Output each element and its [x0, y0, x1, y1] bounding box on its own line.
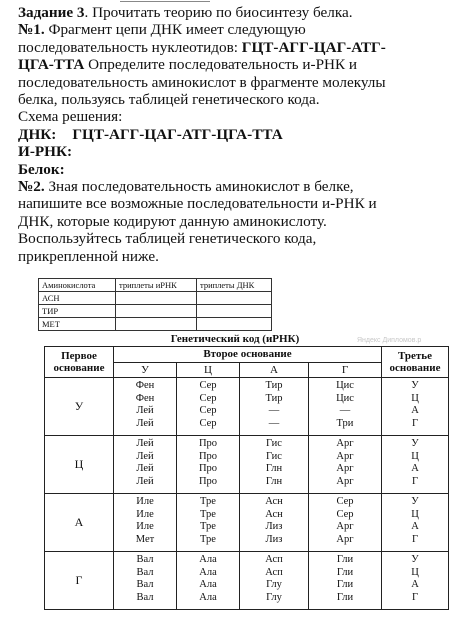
amino-acid: Фен — [135, 380, 155, 391]
amino-acid: Тре — [200, 521, 216, 533]
third-base: У — [411, 554, 419, 565]
amino-acid: Тир — [265, 380, 283, 391]
empty-cell[interactable] — [116, 305, 197, 318]
amino-acid: Арг — [336, 521, 354, 533]
amino-acid: Глу — [266, 591, 282, 603]
task-text — [18, 4, 468, 265]
header-first-base: Первое основание — [45, 347, 114, 378]
amino-acid: Вал — [136, 591, 154, 603]
amino-acid: Вал — [136, 554, 154, 565]
amino-acid: Вал — [136, 579, 154, 591]
dna-label: ДНК: — [18, 125, 57, 143]
amino-acid-cell: ТИР — [39, 305, 116, 318]
amino-acid: Про — [198, 438, 218, 449]
problem-2-label: №2. — [18, 178, 45, 196]
amino-acid: Лей — [136, 463, 154, 475]
second-base-u: У — [114, 363, 177, 378]
amino-acid-group — [114, 378, 177, 436]
third-base: А — [411, 579, 419, 591]
problem-2-line: напишите все возможные последовательности и-РНК и — [18, 195, 377, 213]
amino-acid: Фен — [135, 392, 155, 404]
amino-acid-group — [240, 494, 309, 552]
task-header — [18, 4, 468, 21]
third-base: Ц — [411, 392, 419, 404]
amino-acid: Гли — [336, 591, 354, 603]
third-base: Г — [411, 533, 419, 545]
protein-label: Белок: — [18, 160, 65, 178]
second-base-a: А — [240, 363, 309, 378]
amino-acid: Лей — [136, 475, 154, 487]
third-base: А — [411, 405, 419, 417]
task-label: Задание 3 — [18, 4, 85, 21]
amino-acid: Ала — [199, 591, 217, 603]
third-base-group — [382, 552, 449, 610]
genetic-code-table — [44, 346, 449, 610]
dna-line — [18, 126, 468, 143]
table-row — [39, 292, 272, 305]
amino-acid: Лей — [136, 450, 154, 462]
amino-acid: Гли — [336, 566, 354, 578]
amino-acid: Тре — [200, 496, 216, 507]
amino-acid: Глн — [265, 463, 283, 475]
third-base-group — [382, 436, 449, 494]
amino-acid: Глн — [265, 475, 283, 487]
third-base: У — [411, 496, 419, 507]
codon-row — [45, 436, 449, 494]
amino-acid-group — [309, 552, 382, 610]
column-header: триплеты иРНК — [116, 279, 197, 292]
amino-acid: Асн — [265, 508, 283, 520]
empty-cell[interactable] — [116, 292, 197, 305]
amino-acid: Иле — [136, 496, 154, 507]
first-base-cell: Ц — [45, 436, 114, 494]
problem-2-line: прикрепленной ниже. — [18, 247, 159, 265]
amino-acid: Ала — [199, 579, 217, 591]
third-base: У — [411, 380, 419, 391]
problem-1-line — [18, 21, 468, 38]
amino-acid: — — [268, 417, 280, 429]
third-base: Г — [411, 417, 419, 429]
amino-acid-group — [240, 436, 309, 494]
dna-sequence: ГЦТ-АГГ-ЦАГ-АТГ- — [241, 38, 386, 56]
scheme-heading: Схема решения: — [18, 108, 123, 126]
second-base-g: Г — [309, 363, 382, 378]
problem-1-line — [18, 39, 468, 56]
genetic-code-title: Генетический код (иРНК) — [170, 333, 300, 345]
problem-2-line: Воспользуйтесь таблицей генетического кода, — [18, 230, 317, 248]
first-base-cell: А — [45, 494, 114, 552]
amino-acid: Про — [198, 450, 218, 462]
amino-acid-group — [114, 494, 177, 552]
amino-acid-group — [114, 436, 177, 494]
task-intro: . Прочитать теорию по биосинтезу белка. — [84, 4, 353, 21]
amino-acid: Иле — [136, 508, 154, 520]
amino-acid-group — [309, 436, 382, 494]
amino-acid: Глу — [266, 579, 282, 591]
amino-acid: Ала — [199, 554, 217, 565]
amino-acid: Мет — [135, 533, 155, 545]
third-base: Ц — [411, 566, 419, 578]
amino-acid: — — [268, 405, 280, 417]
amino-acid: Сер — [336, 508, 354, 520]
amino-acid-cell: МЕТ — [39, 318, 116, 331]
amino-acid-group — [177, 552, 240, 610]
amino-acid: Цис — [336, 392, 354, 404]
third-base: Ц — [411, 508, 419, 520]
amino-acid: Арг — [336, 533, 354, 545]
rna-label: И-РНК: — [18, 143, 73, 161]
amino-acid: Сер — [199, 405, 217, 417]
third-base-group — [382, 378, 449, 436]
empty-cell[interactable] — [197, 292, 272, 305]
third-base: У — [411, 438, 419, 449]
third-base: Г — [411, 591, 419, 603]
first-base-cell: Г — [45, 552, 114, 610]
amino-acid: Арг — [336, 463, 354, 475]
amino-acid: Тре — [200, 508, 216, 520]
amino-acid: — — [339, 405, 351, 417]
third-base-group — [382, 494, 449, 552]
amino-acid-cell: АСН — [39, 292, 116, 305]
codon-row — [45, 494, 449, 552]
amino-acid: Лей — [136, 417, 154, 429]
cropped-line — [120, 0, 210, 2]
amino-acid: Сер — [199, 380, 217, 391]
problem-1-label: №1. — [18, 21, 45, 39]
amino-acid-group — [177, 494, 240, 552]
amino-acid: Вал — [136, 566, 154, 578]
gc-header-row — [45, 347, 449, 363]
empty-cell[interactable] — [197, 305, 272, 318]
amino-acid: Арг — [336, 450, 354, 462]
amino-acid: Лиз — [265, 521, 283, 533]
watermark: Яндекс Дипломов.р — [357, 337, 422, 344]
amino-acid: Асн — [265, 496, 283, 507]
amino-acid: Лей — [136, 405, 154, 417]
amino-acid: Гис — [266, 450, 282, 462]
amino-acid-group — [240, 552, 309, 610]
second-base-c: Ц — [177, 363, 240, 378]
dna-line-sequence: ГЦТ-АГГ-ЦАГ-АТГ-ЦГА-ТТА — [72, 125, 283, 143]
third-base: Г — [411, 475, 419, 487]
amino-acid: Тре — [200, 533, 216, 545]
amino-acid: Гис — [266, 438, 282, 449]
amino-acid: Цис — [336, 380, 354, 391]
amino-acid: Про — [198, 475, 218, 487]
header-third-base: Третье основание — [382, 347, 449, 378]
amino-acid-group — [114, 552, 177, 610]
amino-acid-table — [38, 278, 272, 331]
amino-acid-group — [177, 378, 240, 436]
amino-acid-group — [309, 494, 382, 552]
empty-cell[interactable] — [116, 318, 197, 331]
amino-acid: Сер — [199, 417, 217, 429]
amino-acid: Гли — [336, 554, 354, 565]
codon-row — [45, 552, 449, 610]
problem-1-line — [18, 56, 468, 73]
table-row — [39, 318, 272, 331]
amino-acid: Арг — [336, 438, 354, 449]
third-base: А — [411, 463, 419, 475]
header-second-base: Второе основание — [114, 347, 382, 363]
problem-2-line: ДНК, которые кодируют данную аминокислоту. — [18, 212, 327, 230]
amino-acid: Иле — [136, 521, 154, 533]
amino-acid: Асп — [265, 566, 283, 578]
amino-acid: Лей — [136, 438, 154, 449]
amino-acid-group — [177, 436, 240, 494]
first-base-cell: У — [45, 378, 114, 436]
problem-1-text: последовательность нуклеотидов: — [18, 38, 242, 56]
problem-1-text: Определите последовательность и-РНК и — [84, 56, 358, 74]
amino-acid: Тир — [265, 392, 283, 404]
codon-row — [45, 378, 449, 436]
amino-acid: Ала — [199, 566, 217, 578]
table-header-row — [39, 279, 272, 292]
table-row — [39, 305, 272, 318]
amino-acid: Асп — [265, 554, 283, 565]
amino-acid: Сер — [199, 392, 217, 404]
third-base: А — [411, 521, 419, 533]
problem-1-text: Фрагмент цепи ДНК имеет следующую — [44, 21, 306, 39]
problem-1-line: последовательность аминокислот в фрагменте молекулы — [18, 73, 386, 91]
amino-acid: Арг — [336, 475, 354, 487]
dna-sequence-end: ЦГА-ТТА — [18, 56, 85, 74]
problem-1-line: белка, пользуясь таблицей генетического кода. — [18, 91, 320, 109]
column-header: Аминокислота — [39, 279, 116, 292]
amino-acid: Сер — [336, 496, 354, 507]
amino-acid-group — [240, 378, 309, 436]
amino-acid: Про — [198, 463, 218, 475]
empty-cell[interactable] — [197, 318, 272, 331]
amino-acid: Гли — [336, 579, 354, 591]
amino-acid: Три — [336, 417, 354, 429]
column-header: триплеты ДНК — [197, 279, 272, 292]
third-base: Ц — [411, 450, 419, 462]
problem-2-text: Зная последовательность аминокислот в белке, — [44, 178, 354, 196]
amino-acid: Лиз — [265, 533, 283, 545]
problem-2-line — [18, 178, 468, 195]
amino-acid-group — [309, 378, 382, 436]
